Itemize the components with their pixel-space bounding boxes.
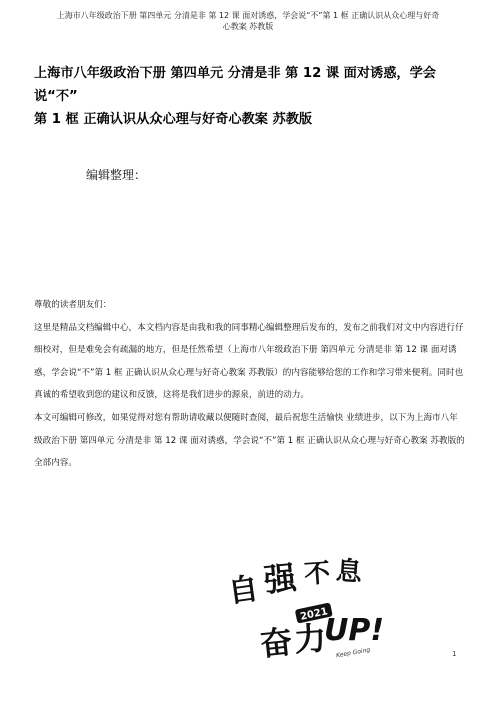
svg-text:奋: 奋 [258,622,295,664]
paragraph-1: 这里是精品文档编辑中心，本文档内容是由我和我的同事精心编辑整理后发布的，发布之前我们对文中内容进行仔细校对，但是难免会有疏漏的地方，但是任然希望（上海市八年级政治下册 第四单元 分清是非 第 12 课 面对诱惑，学会说“不”第 1 框 正确认识从众心理与好奇心教案 苏教版）的内容能够给您的工作和学习带来便利。同时也真诚的希望收到您的建议和反馈，这将是我们进步的源泉，前进的动力。 [34,322,464,401]
svg-text:自: 自 [226,571,261,611]
svg-text:UP!: UP! [324,613,384,648]
document-body [34,294,466,475]
header-line-1: 上海市八年级政治下册 第四单元 分清是非 第 12 课 面对诱惑，学会说“不”第 1 框 正确认识从众心理与好奇 [56,11,440,20]
svg-text:力: 力 [292,618,328,660]
page-number: 1 [452,650,457,658]
svg-text:强: 强 [262,558,299,600]
running-header [30,10,466,32]
title-line-2: 第 1 框 正确认识从众心理与好奇心教案 苏教版 [34,112,313,127]
svg-text:不: 不 [303,558,332,590]
header-line-2: 心教案 苏教版 [222,22,274,31]
editor-label: 编辑整理： [86,168,147,182]
document-title [34,62,470,131]
svg-text:2021: 2021 [299,606,329,623]
title-line-1: 上海市八年级政治下册 第四单元 分清是非 第 12 课 面对诱惑，学会说“不” [34,66,436,104]
svg-text:息: 息 [334,556,363,588]
greeting: 尊敬的读者朋友们： [34,300,112,310]
svg-text:Keep Going: Keep Going [335,646,371,660]
motivational-stamp-graphic [224,548,384,672]
paragraph-2: 本文可编辑可修改，如果觉得对您有帮助请收藏以便随时查阅，最后祝您生活愉快 业绩进步，以下为上海市八年级政治下册 第四单元 分清是非 第 12 课 面对诱惑，学会说“不”第 1 框 正确认识从众心理与好奇心教案 苏教版的全部内容。 [34,412,465,469]
